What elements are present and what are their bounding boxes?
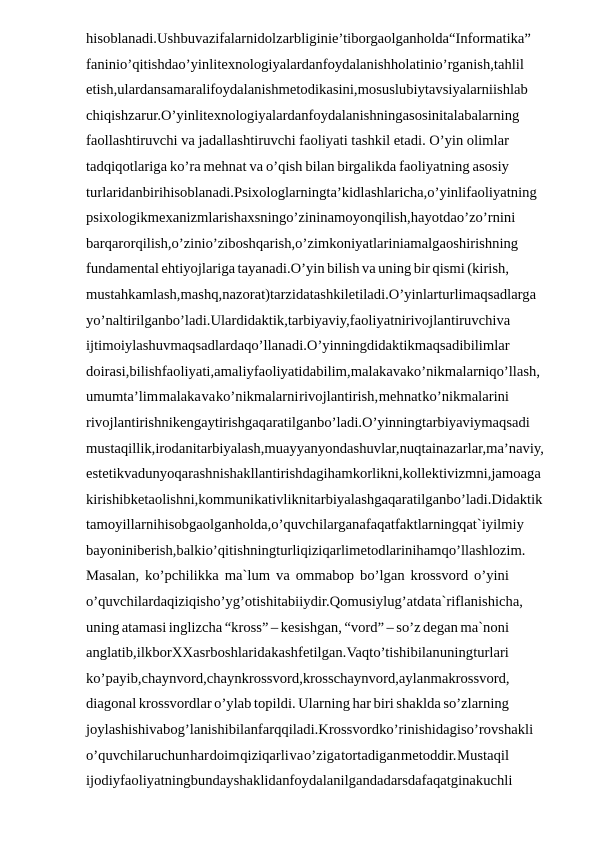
word: ishlab [492,82,528,99]
word: va [392,363,407,380]
word: vazifalarni [195,31,258,47]
word: etiladi. [348,286,389,303]
word: dunyoqarashni [137,466,224,483]
word: har [190,747,209,764]
text-line [86,309,509,335]
word: tamoyillarni [86,517,158,534]
word: qo’llash [441,542,489,559]
word: qaratilgan [258,414,318,431]
word: ijodiy [86,773,121,790]
word: fundamental [86,261,159,278]
word: maqsadi [414,338,464,355]
word: bilish [129,363,162,380]
text-line [86,334,509,360]
word: Mustaqil [457,747,509,764]
word: so’z [396,619,421,636]
text-line [86,692,509,718]
word: ko’nikmalarini [422,389,509,406]
word: ko’nikmalarni [406,363,490,380]
word: o’quvchilarga [271,517,353,534]
word: olishni, [154,491,199,508]
word: hisobga [157,517,203,534]
word: mustahkamlash, [86,286,181,303]
word: hayotda [410,210,457,227]
word: o’ziga [303,747,341,764]
word: amalga [403,235,446,252]
word: (kirish, [467,261,509,278]
text-line [86,283,537,309]
word: umumta’lim [86,389,159,406]
word: kollektivizmni, [402,466,492,483]
word: bilish [327,261,360,278]
word: “vord” [344,619,385,636]
word: uning [378,261,412,278]
word: shaklda [396,696,441,713]
word: tortadigan [341,747,401,764]
word: bir [413,261,430,278]
word: bo’ladi. [446,491,492,508]
word: so’zlarning [443,696,509,713]
word: ijtimoiylashuv [86,338,171,355]
word: didaktik, [236,312,288,329]
word: ulardan [117,82,161,99]
text-line [86,104,520,130]
word: biri [142,184,164,201]
word: texnologiyalardan [203,107,309,124]
word: bo’lgan [360,568,405,585]
word: samarali [160,82,211,99]
word: shaklidan [233,773,290,790]
word: maqsadi [481,414,530,431]
word: topildi. [253,696,296,713]
word: qilish, [374,210,411,227]
word: lozim. [488,542,526,559]
word: berish, [137,542,177,559]
word: ilmiy [493,517,524,534]
word: kashf [271,645,303,662]
word: va [289,747,304,764]
word: va [249,158,264,175]
word: etadi. [393,133,426,150]
word: ma`noni [460,619,509,636]
word: – [270,619,279,636]
word: bor [152,645,172,662]
word: qat`iy [459,517,494,534]
word: krosschaynvord, [302,670,399,687]
word: estetik [86,466,125,483]
word: ilk [136,645,153,662]
word: farq [257,722,282,739]
word: maqsadlarga [462,286,537,303]
word: inglizcha [168,619,223,636]
word: metodlarini [349,542,417,559]
word: Masalan, [86,568,140,585]
word: olgan [384,31,417,47]
word: krossvordlar [138,696,212,713]
word: boshlarida [210,645,272,662]
word: krossvord [410,568,469,585]
word: muayyan [264,440,318,457]
word: faktlarning [395,517,460,534]
word: va [361,261,376,278]
word: hisoblanadi. [86,31,157,47]
word: turlaridan [86,184,143,201]
word: o’z [295,235,314,252]
word: va [181,133,195,150]
word: o’qish [265,158,303,175]
word: asr [193,645,211,662]
word: o’zini [286,210,321,227]
text-line [86,641,509,667]
word: kengaytirishga [172,414,259,431]
word: mustaqillik, [86,440,156,457]
text-line [86,718,534,744]
word: nuqtai [399,440,437,457]
word: faoliyatning [399,158,470,175]
word: ta’kidlashlaricha, [326,184,428,201]
word: o’rnini [475,210,516,227]
word: faoliyatni [349,312,406,329]
word: qismi [432,261,465,278]
text-line [86,257,509,283]
word: olgan [202,517,236,534]
text-line [86,360,540,386]
text-line [86,590,523,616]
text-line [86,206,516,232]
word: o’qitishning [205,542,277,559]
text-line [86,513,524,539]
word: va [496,312,511,329]
word: e’tiborga [332,31,385,47]
text-line [86,27,531,53]
word: shakli [498,722,534,739]
word: malaka [158,389,201,406]
word: Ushbu [156,31,196,47]
word: bo’ladi. [317,414,363,431]
word: o’ylab [214,696,252,713]
word: qiziqarli [300,542,350,559]
word: mexanizmlari [147,210,228,227]
word: hamkorlikni, [327,466,403,483]
word: joylashishi [86,722,150,739]
word: qiladi.Krossvord [281,722,380,739]
word: asosiy [472,158,509,175]
word: tahlil [493,56,524,73]
word: bog’lanishi [163,722,229,739]
word: metodikasini, [278,82,358,99]
word: tabiiydir. [277,594,330,611]
word: o’yinli [427,184,467,201]
word: ko’ra [169,158,201,175]
word: olimlar [466,133,509,150]
word: texnologiyalardan [217,56,323,73]
word: faqatgina [421,773,476,790]
word: faollashtiruvchi [86,133,178,150]
word: birgalikda [337,158,397,175]
word: balki [176,542,206,559]
word: bo’ladi. [165,312,211,329]
word: fanini [86,56,121,73]
text-line [86,616,509,642]
word: amaliy [214,363,254,380]
word: maqsadlarda [170,338,245,355]
text-line [86,488,543,514]
word: faoliyatning [466,184,537,201]
word: ko’nikmalarni [215,389,299,406]
word: foydalanishning [308,107,403,124]
word: chaynkrossvord, [206,670,303,687]
text-line [86,462,541,488]
word: keta [130,491,155,508]
text-line [86,232,519,258]
word: diagonal [86,696,137,713]
word: Psixologlarning [233,184,327,201]
word: Qomusiy [329,594,384,611]
word: ko’rinishidagi [379,722,461,739]
word: rivojlantiruvchi [405,312,497,329]
word: bilimlar [463,338,510,355]
word: shaxsning [227,210,287,227]
word: tavsiyalarni [424,82,493,99]
word: holda [416,31,450,47]
word: “kross” [224,619,269,636]
text-line [86,411,530,437]
word: tarbiyaviy, [287,312,350,329]
word: nazarlar, [436,440,487,457]
text-line [86,181,537,207]
word: O’yinning [306,338,367,355]
word: etish, [86,82,118,99]
word: o’qitishda [120,56,179,73]
word: uning [439,645,474,662]
word: darsda [383,773,422,790]
text-line [86,155,509,181]
word: va [201,389,216,406]
word: qo’llanadi. [244,338,307,355]
text-line [86,385,509,411]
word: yondashuvlar, [317,440,400,457]
word: tadqiqotlariga [86,158,168,175]
word: va [124,466,138,483]
word: bilan [305,158,335,175]
text-line [86,769,513,795]
word: hisoblanadi. [163,184,234,201]
word: doim [209,747,240,764]
word: faoliyati [299,133,348,150]
word: faoliyatning [120,773,191,790]
text-line [86,667,509,693]
word: uchun [153,747,190,764]
word: Ular [210,312,237,329]
word: Vaqt [346,645,374,662]
word: chaynvord, [141,670,207,687]
word: holatini [390,56,436,73]
word: krossvord, [448,670,510,687]
word: kommunikativlikni [198,491,311,508]
word: o’quvchilar [86,747,154,764]
word: talabalarning [443,107,520,124]
word: yo’naltirilgan [86,312,166,329]
word: aylanma [398,670,449,687]
word: holda, [235,517,272,534]
word: XX [171,645,194,662]
word: bayonini [86,542,138,559]
word: O’yin [429,133,464,150]
text-line [86,129,509,155]
word: foydalanish [210,82,279,99]
text-line [86,78,528,104]
word: namoyon [320,210,375,227]
word: tayanadi.O’yin [237,261,325,278]
word: nazorat) [222,286,271,303]
text-line [86,539,526,565]
word: foydalanish [322,56,391,73]
word: atamasi [121,619,167,636]
word: ta`riflanishicha, [430,594,523,611]
word: jamoaga [491,466,541,483]
word: tarbiyaviy [422,414,482,431]
word: va [276,568,290,585]
word: ma’naviy, [486,440,544,457]
word: rivojlantirish, [299,389,379,406]
word: O’yinlar [388,286,439,303]
word: o’yg’otishi [213,594,278,611]
word: barqaror [86,235,136,252]
word: faoliyatida [253,363,317,380]
word: metoddir. [400,747,457,764]
word: qiziqarli [240,747,289,764]
word: oshirishning [445,235,519,252]
word: malaka [350,363,393,380]
word: psixologik [86,210,148,227]
word: – [386,619,394,636]
word: mehnat [203,158,247,175]
word: uslubiy [381,82,425,99]
word: rivojlantirishni [86,414,173,431]
word: o’tishi [373,645,411,662]
word: ko’payib, [86,670,142,687]
word: turlari [473,645,509,662]
word: o’yinli [178,56,218,73]
word: boshqarish, [228,235,296,252]
word: lug’atda [383,594,431,611]
word: o’yini [474,568,509,585]
word: mos [357,82,382,99]
word: uning [86,619,120,636]
word: tarbiyalashga [310,491,388,508]
word: o’zini [171,235,206,252]
word: ham [416,542,442,559]
word: tashkil [309,286,349,303]
word: ma`lum [224,568,271,585]
word: O’yinning [362,414,423,431]
word: faoliyati, [161,363,215,380]
word: bilan [228,722,258,739]
word: doirasi, [86,363,130,380]
word: kesishgan, [280,619,342,636]
word: ommabop [295,568,355,585]
word: asosini [402,107,444,124]
word: har [352,696,372,713]
body-text [86,27,544,795]
word: tashkil [351,133,391,150]
word: o’rganish, [435,56,494,73]
word: tarzida [270,286,310,303]
word: o’quvchilarda [86,594,168,611]
word: tarbiyalash, [196,440,265,457]
text-line [86,437,544,463]
word: biri [373,696,394,713]
word: anglatib, [86,645,137,662]
word: mehnat [378,389,422,406]
word: shakllantirishdagi [223,466,328,483]
word: bilim, [316,363,351,380]
word: turli [276,542,301,559]
word: qiziqish [167,594,214,611]
word: etilgan. [302,645,347,662]
word: ko’pchilikka [145,568,219,585]
word: chiqish [86,107,129,124]
word: imkoniyatlarini [313,235,404,252]
word: nafaqat [352,517,395,534]
word: mashq, [180,286,223,303]
text-line [86,564,509,590]
word: o’zi [205,235,229,252]
word: kuchli [475,773,513,790]
word: va [149,722,164,739]
word: dolzarbligini [257,31,333,47]
text-line [86,53,524,79]
word: foydalanilganda [289,773,384,790]
word: degan [423,619,458,636]
word: Ularning [298,696,350,713]
word: jadallashtiruvchi [198,133,296,150]
word: bunday [190,773,234,790]
word: ehtiyojlariga [161,261,236,278]
word: irodani [155,440,197,457]
word: turli [438,286,463,303]
word: Didaktik [491,491,543,508]
word: kirishib [86,491,131,508]
text-line [86,744,509,770]
word: qaratilgan [388,491,447,508]
word: so’rov [460,722,499,739]
word: qo’llash, [489,363,540,380]
word: o’z [456,210,476,227]
word: qilish, [135,235,172,252]
word: zarur.O’yinli [128,107,204,124]
word: bilan [410,645,440,662]
word: didaktik [366,338,415,355]
word: “Informatika” [449,31,531,47]
